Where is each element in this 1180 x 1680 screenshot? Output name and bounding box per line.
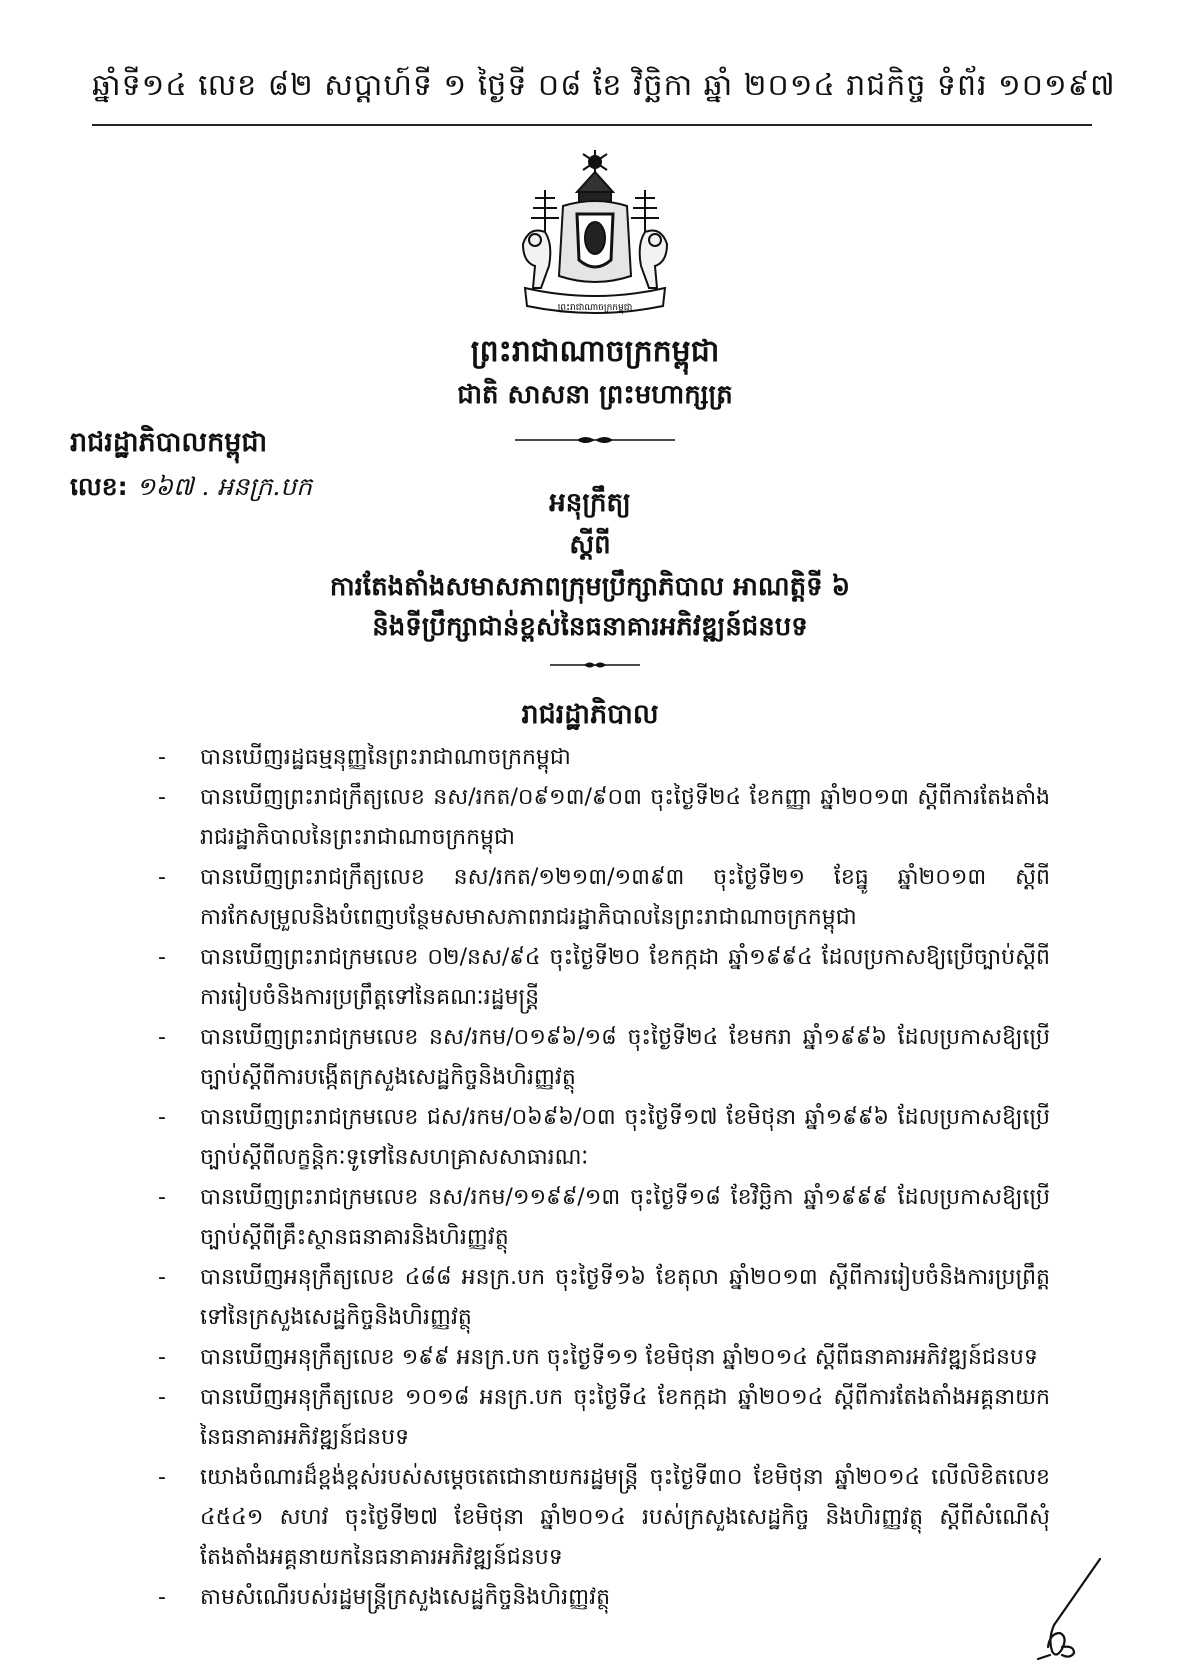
royal-arms-emblem — [505, 148, 685, 323]
clause-dash: - — [158, 1385, 166, 1410]
clause-text: យោងចំណារដ៏ខ្ពង់ខ្ពស់របស់សម្តេចតេជោនាយករដ្ឋមន្ត្រី ចុះថ្ងៃទី៣០ ខែមិថុនា ឆ្នាំ២០១៤ លើលិខិតលេខ ៤៥៤១ សហវ ចុះថ្ងៃទី២៧ ខែមិថុនា ឆ្នាំ២០១៤ របស់ក្រសួងសេដ្ឋកិច្ច និងហិរញ្ញវត្ថុ ស្តីពីសំណើសុំតែងតាំងអគ្គនាយកនៃធនាគារអភិវឌ្ឍន៍ជនបទ — [200, 1465, 1050, 1570]
preamble-clause — [150, 1178, 1050, 1258]
gazette-header: ឆ្នាំទី១៤ លេខ ៨២ សប្តាហ៍ទី ១ ថ្ងៃទី ០៨ ខែ វិច្ឆិកា ឆ្នាំ ២០១៤ រាជកិច្ច ទំព័រ ១០១៩៧ — [92, 68, 1116, 103]
decree-subject-line-1: ការតែងតាំងសមាសភាពក្រុមប្រឹក្សាភិបាល អាណត្តិទី ៦ — [329, 572, 851, 602]
preamble-clause — [150, 778, 1050, 858]
preamble-clause — [150, 1098, 1050, 1178]
clause-dash: - — [158, 865, 166, 890]
clause-dash: - — [158, 1105, 166, 1130]
clause-text: បានឃើញព្រះរាជក្រឹត្យលេខ នស/រកត/០៩១៣/៩០៣ ចុះថ្ងៃទី២៤ ខែកញ្ញា ឆ្នាំ២០១៣ ស្តីពីការតែងតាំងរាជរដ្ឋាភិបាលនៃព្រះរាជាណាចក្រកម្ពុជា — [200, 785, 1050, 850]
ornament-divider — [515, 433, 675, 447]
clause-dash: - — [158, 1025, 166, 1050]
preamble-clause — [150, 1378, 1050, 1458]
decree-number-label: លេខ: — [70, 472, 128, 501]
clause-dash: - — [158, 1345, 166, 1370]
emblem-scroll-text: ព្រះរាជាណាចក្រកម្ពុជា — [557, 303, 633, 313]
preamble-clause — [150, 858, 1050, 938]
clause-dash: - — [158, 785, 166, 810]
clause-dash: - — [158, 1585, 166, 1610]
decree-on-label: ស្តីពី — [569, 530, 611, 560]
handwritten-signature — [990, 1555, 1110, 1665]
clause-dash: - — [158, 945, 166, 970]
preamble-clause — [150, 938, 1050, 1018]
clause-text: បានឃើញព្រះរាជក្រមលេខ នស/រកម/០១៩៦/១៨ ចុះថ្ងៃទី២៤ ខែមករា ឆ្នាំ១៩៩៦ ដែលប្រកាសឱ្យប្រើច្បាប់ស្តីពីការបង្កើតក្រសួងសេដ្ឋកិច្ចនិងហិរញ្ញវត្ថុ — [200, 1025, 1050, 1090]
decree-number-value: ១៦៧ . អនក្រ.បក — [136, 472, 313, 501]
national-motto: ជាតិ សាសនា ព្រះមហាក្សត្រ — [457, 380, 733, 410]
clause-text: បានឃើញរដ្ឋធម្មនុញ្ញនៃព្រះរាជាណាចក្រកម្ពុជា — [200, 745, 571, 770]
clause-text: បានឃើញព្រះរាជក្រមលេខ ជស/រកម/០៦៩៦/០៣ ចុះថ្ងៃទី១៧ ខែមិថុនា ឆ្នាំ១៩៩៦ ដែលប្រកាសឱ្យប្រើច្បាប់ស្តីពីលក្ខន្តិកៈទូទៅនៃសហគ្រាសសាធារណៈ — [200, 1105, 1050, 1170]
decree-subject-line-2: និងទីប្រឹក្សាជាន់ខ្ពស់នៃធនាគារអភិវឌ្ឍន៍ជនបទ — [372, 612, 808, 642]
ornament-divider-small — [550, 658, 640, 672]
preamble-clause — [150, 1258, 1050, 1338]
preamble-clause — [150, 1458, 1050, 1578]
preamble-clauses — [150, 738, 1050, 1618]
clause-text: តាមសំណើរបស់រដ្ឋមន្ត្រីក្រសួងសេដ្ឋកិច្ចនិងហិរញ្ញវត្ថុ — [200, 1585, 611, 1610]
preamble-heading: រាជរដ្ឋាភិបាល — [521, 699, 659, 730]
decree-type: អនុក្រឹត្យ — [549, 488, 631, 518]
decree-number — [70, 472, 312, 508]
preamble-clause — [150, 1018, 1050, 1098]
issuing-government: រាជរដ្ឋាភិបាលកម្ពុជា — [70, 427, 268, 458]
clause-text: បានឃើញអនុក្រឹត្យលេខ ៤៨៨ អនក្រ.បក ចុះថ្ងៃទី១៦ ខែតុលា ឆ្នាំ២០១៣ ស្តីពីការរៀបចំនិងការប្រព្រឹត្តទៅនៃក្រសួងសេដ្ឋកិច្ចនិងហិរញ្ញវត្ថុ — [200, 1265, 1050, 1330]
clause-dash: - — [158, 745, 166, 770]
preamble-clause — [150, 1338, 1050, 1378]
preamble-clause — [150, 738, 1050, 778]
clause-text: បានឃើញព្រះរាជក្រមលេខ នស/រកម/១១៩៩/១៣ ចុះថ្ងៃទី១៨ ខែវិច្ឆិកា ឆ្នាំ១៩៩៩ ដែលប្រកាសឱ្យប្រើច្បាប់ស្តីពីគ្រឹះស្ថានធនាគារនិងហិរញ្ញវត្ថុ — [200, 1185, 1050, 1250]
clause-dash: - — [158, 1185, 166, 1210]
clause-text: បានឃើញព្រះរាជក្រឹត្យលេខ នស/រកត/១២១៣/១៣៩៣ ចុះថ្ងៃទី២១ ខែធ្នូ ឆ្នាំ២០១៣ ស្តីពីការកែសម្រួលនិងបំពេញបន្ថែមសមាសភាពរាជរដ្ឋាភិបាលនៃព្រះរាជាណាចក្រកម្ពុជា — [200, 865, 1050, 930]
clause-text: បានឃើញអនុក្រឹត្យលេខ ១៩៩ អនក្រ.បក ចុះថ្ងៃទី១១ ខែមិថុនា ឆ្នាំ២០១៤ ស្តីពីធនាគារអភិវឌ្ឍន៍ជនបទ — [200, 1345, 1038, 1370]
clause-text: បានឃើញព្រះរាជក្រមលេខ ០២/នស/៩៤ ចុះថ្ងៃទី២០ ខែកក្កដា ឆ្នាំ១៩៩៤ ដែលប្រកាសឱ្យប្រើច្បាប់ស្តីពីការរៀបចំនិងការប្រព្រឹត្តទៅនៃគណៈរដ្ឋមន្ត្រី — [200, 945, 1050, 1010]
preamble-clause — [150, 1578, 1050, 1618]
clause-dash: - — [158, 1465, 166, 1490]
header-divider — [92, 124, 1092, 126]
clause-dash: - — [158, 1265, 166, 1290]
clause-text: បានឃើញអនុក្រឹត្យលេខ ១០១៨ អនក្រ.បក ចុះថ្ងៃទី៤ ខែកក្កដា ឆ្នាំ២០១៤ ស្តីពីការតែងតាំងអគ្គនាយកនៃធនាគារអភិវឌ្ឍន៍ជនបទ — [200, 1385, 1050, 1450]
kingdom-title: ព្រះរាជាណាចក្រកម្ពុជា — [470, 334, 720, 369]
